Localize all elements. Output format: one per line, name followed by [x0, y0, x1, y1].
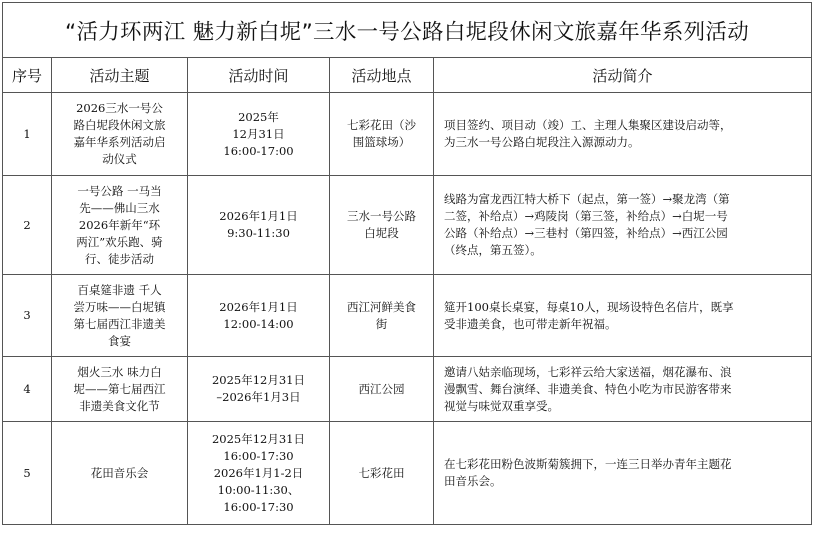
row-time: 2026年1月1日 9:30-11:30	[188, 176, 330, 275]
row-theme: 烟火三水 味力白 坭——第七届西江 非遗美食文化节	[52, 357, 188, 422]
row-theme: 一号公路 一马当 先——佛山三水 2026年新年“环 两江”欢乐跑、骑 行、徒步活动	[52, 176, 188, 275]
row-time: 2025年12月31日 16:00-17:30 2026年1月1-2日 10:00-11:30、 16:00-17:30	[188, 422, 330, 525]
row-location: 西江公园	[330, 357, 434, 422]
row-intro: 线路为富龙西江特大桥下（起点，第一签）→聚龙湾（第 二签，补给点）→鸡陵岗（第三签，补给点）→白坭一号 公路（补给点）→三巷村（第四签，补给点）→西江公园 （终点，第五签）。	[434, 176, 812, 275]
table-row	[3, 176, 812, 275]
row-time: 2026年1月1日 12:00-14:00	[188, 275, 330, 357]
row-theme: 百桌筵非遗 千人 尝万味——白坭镇 第七届西江非遗美 食宴	[52, 275, 188, 357]
row-index: 1	[3, 93, 52, 176]
row-intro: 项目签约、项目动（竣）工、主理人集聚区建设启动等， 为三水一号公路白坭段注入源源动力。	[434, 93, 812, 176]
row-location: 三水一号公路 白坭段	[330, 176, 434, 275]
document-title: “活力环两江 魅力新白坭”三水一号公路白坭段休闲文旅嘉年华系列活动	[3, 3, 812, 58]
row-theme: 花田音乐会	[52, 422, 188, 525]
table-row	[3, 422, 812, 525]
table-row	[3, 357, 812, 422]
row-theme: 2026三水一号公 路白坭段休闲文旅 嘉年华系列活动启 动仪式	[52, 93, 188, 176]
row-location: 西江河鲜美食 街	[330, 275, 434, 357]
row-index: 5	[3, 422, 52, 525]
table-row	[3, 93, 812, 176]
header-time: 活动时间	[188, 58, 330, 93]
header-theme: 活动主题	[52, 58, 188, 93]
row-location: 七彩花田（沙 围篮球场）	[330, 93, 434, 176]
row-intro: 邀请八姑亲临现场，七彩祥云给大家送福，烟花瀑布、浪 漫飘雪、舞台演绎、非遗美食、特色小吃为市民游客带来 视觉与味觉双重享受。	[434, 357, 812, 422]
row-index: 3	[3, 275, 52, 357]
activity-schedule-table	[2, 2, 812, 525]
row-intro: 筵开100桌长桌宴，每桌10人，现场设特色名信片，既享 受非遗美食，也可带走新年祝福。	[434, 275, 812, 357]
header-location: 活动地点	[330, 58, 434, 93]
row-location: 七彩花田	[330, 422, 434, 525]
title-row	[3, 3, 812, 58]
row-time: 2025年 12月31日 16:00-17:00	[188, 93, 330, 176]
header-index: 序号	[3, 58, 52, 93]
header-row	[3, 58, 812, 93]
row-time: 2025年12月31日 –2026年1月3日	[188, 357, 330, 422]
header-intro: 活动简介	[434, 58, 812, 93]
row-intro: 在七彩花田粉色波斯菊簇拥下，一连三日举办青年主题花 田音乐会。	[434, 422, 812, 525]
table-row	[3, 275, 812, 357]
row-index: 2	[3, 176, 52, 275]
row-index: 4	[3, 357, 52, 422]
